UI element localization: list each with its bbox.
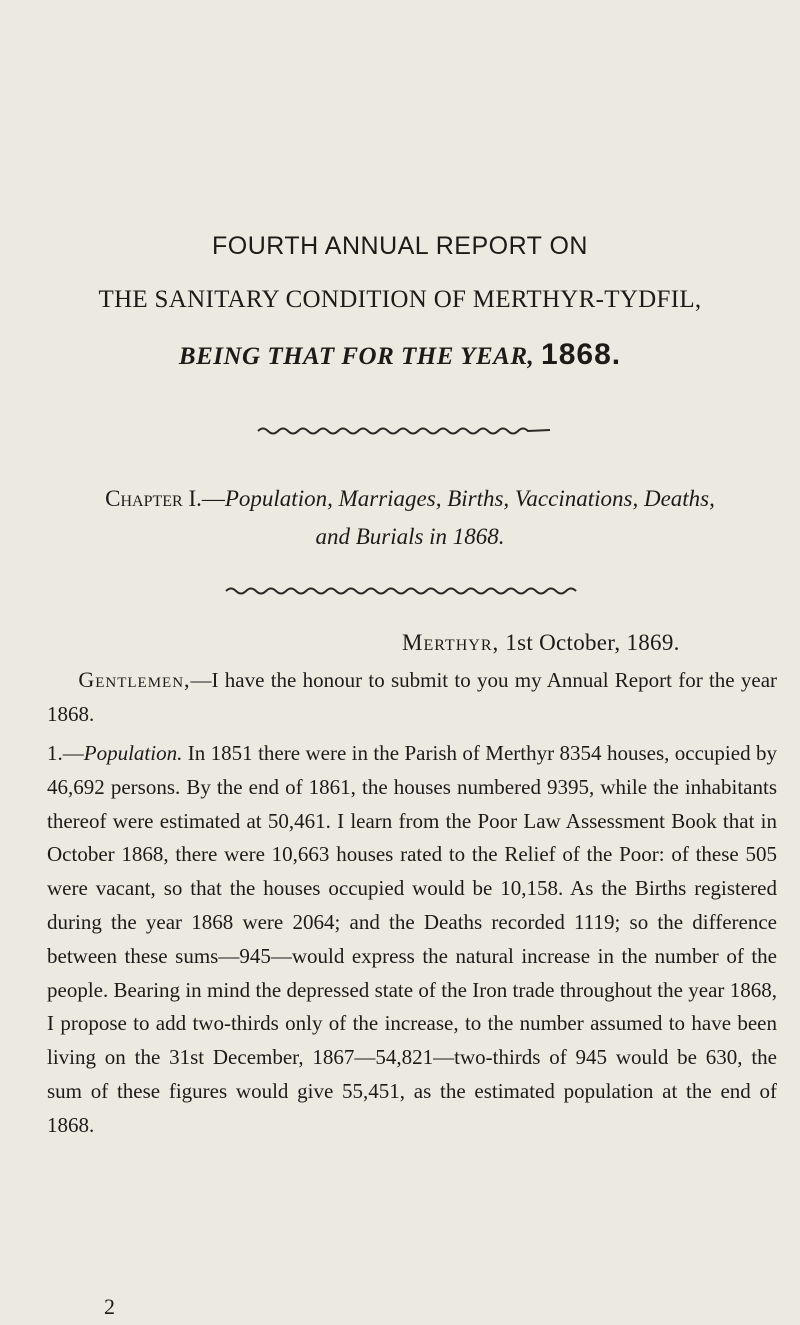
wavy-rule-top	[0, 424, 800, 436]
section-number: 1.—	[47, 741, 84, 765]
chapter-dash: —	[201, 486, 225, 511]
section-text: In 1851 there were in the Parish of Merthyr 8354 houses, occupied by 46,692 persons. By the end of 1861, the houses numbered 9395, while the inhabitants thereof were estimated at 50,461. I learn from the Poor Law Assessment Book that in October 1868, there were 10,663 houses rated to the Relief of the Poor: of these 505 were vacant, so that the houses occupied would be 10,158. As the Births registered during the year 1868 were 2064; and the Deaths recorded 1119; so the difference between these sums—945—would express the natural increase in the number of the people. Bearing in mind the depressed state of the Iron trade throughout the year 1868, I propose to add two-thirds only of the increase, to the number assumed to have been living on the 31st December, 1867—54,821—two-thirds of 945 would be 630, the sum of these figures would give 55,451, as the estimated population at the end of 1868.	[47, 741, 777, 1137]
chapter-title-b: and Burials in 1868.	[315, 524, 505, 549]
report-title-line-3	[0, 338, 800, 372]
salutation-paragraph	[47, 663, 777, 732]
salutation-lead: Gentlemen,	[78, 667, 191, 692]
wavy-rule-bottom	[0, 584, 800, 596]
report-title-line-2: THE SANITARY CONDITION OF MERTHYR-TYDFIL,	[98, 286, 702, 313]
chapter-title-a: Population, Marriages, Births, Vaccinations, Deaths,	[224, 486, 715, 511]
salutation-text: —I have the honour to submit to you my Annual Report for the year 1868.	[47, 668, 778, 726]
dateline-date: 1st October, 1869.	[499, 630, 680, 655]
page-number: 2	[104, 1294, 115, 1319]
population-paragraph	[47, 737, 777, 1143]
section-heading: Population.	[83, 741, 183, 765]
chapter-heading	[40, 480, 780, 556]
dateline-place: Merthyr,	[402, 630, 500, 655]
report-year: 1868.	[541, 338, 622, 371]
dateline	[402, 630, 680, 656]
report-title-line-1: FOURTH ANNUAL REPORT ON	[212, 232, 588, 260]
report-title-italic: BEING THAT FOR THE YEAR,	[178, 343, 535, 370]
chapter-label: Chapter I.	[105, 486, 202, 511]
